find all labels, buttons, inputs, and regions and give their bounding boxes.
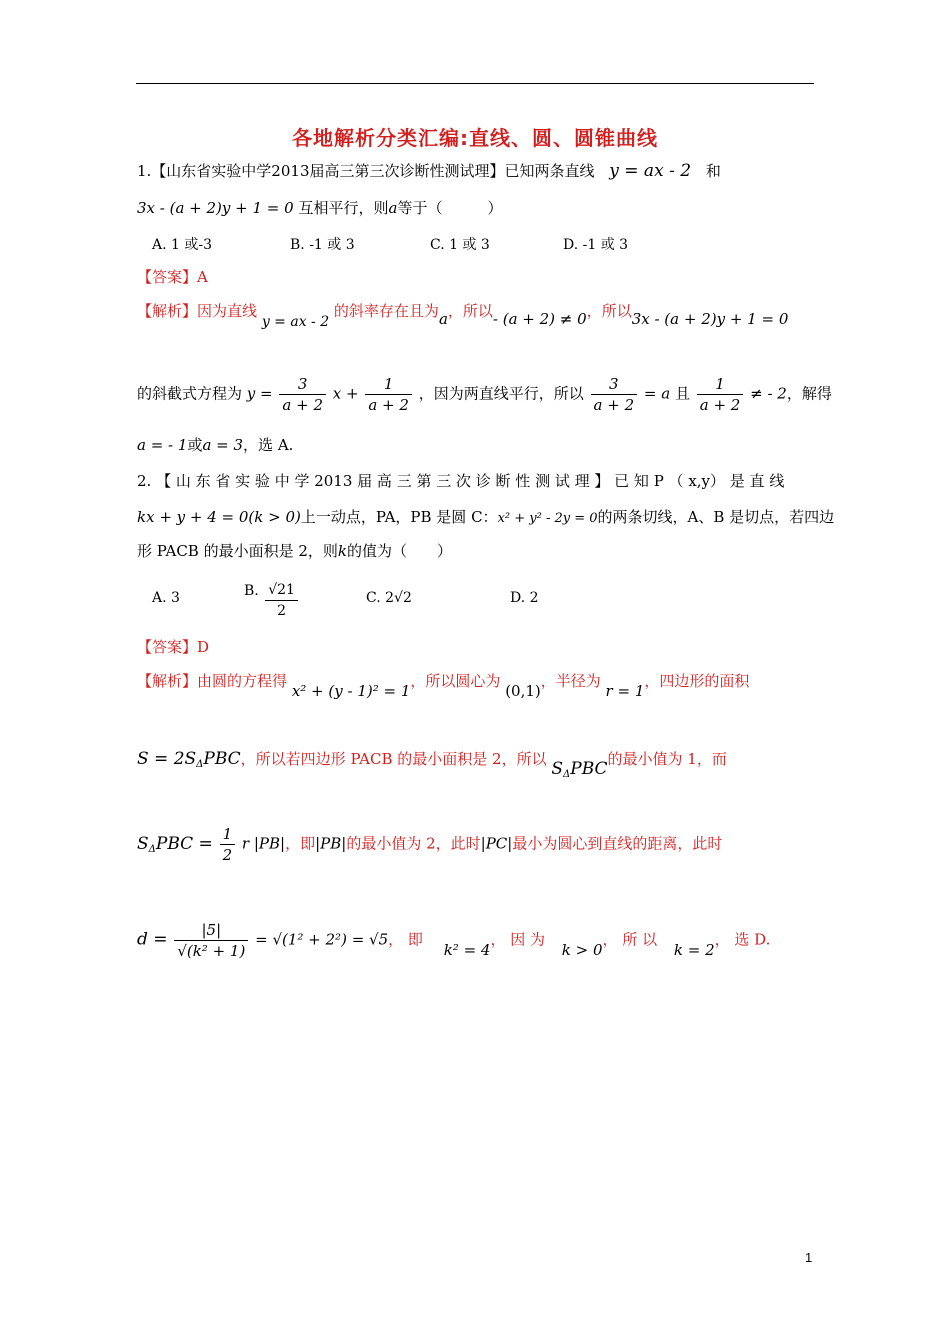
q1-line2-equation: 3x - (a + 2)y + 1 = 0 — [137, 199, 294, 217]
q2-triangle-sub: Δ — [563, 769, 571, 780]
q1-analysis-text-3: ，所以 — [447, 302, 493, 320]
q1-answer: 【答案】A — [137, 268, 208, 286]
q2-analysis-text-13: ， 选 D. — [714, 930, 771, 949]
page-title: 各地解析分类汇编:直线、圆、圆锥曲线 — [292, 126, 658, 150]
q1-analysis-a: a — [438, 310, 448, 328]
q1-fraction-4 — [697, 374, 744, 415]
q1-fraction-2 — [365, 374, 412, 415]
q2-pb: |PB| — [315, 834, 347, 853]
q1-option-a: A. 1 或-3 — [152, 237, 213, 253]
q1-option-b: B. -1 或 3 — [290, 237, 355, 253]
q2-option-b — [244, 580, 300, 621]
q2-analysis-text-11: ， 因 为 — [490, 930, 546, 949]
q2-option-d: D. 2 — [510, 590, 539, 606]
q2-analysis-text-10: ， 即 — [388, 930, 423, 949]
q1-line1-equation: y = ax - 2 — [609, 161, 692, 181]
q1-fraction-2-num: 1 — [383, 375, 394, 393]
q1-analysis-line1 — [137, 300, 789, 330]
page-number: 1 — [805, 1250, 813, 1265]
q1-fraction-3-den: a + 2 — [591, 394, 638, 415]
q2-variable-k: k — [337, 542, 347, 560]
q2-pc: |PC| — [480, 834, 513, 853]
q1-stem-line1 — [137, 160, 721, 182]
q2-r-pb: r |PB| — [241, 834, 286, 853]
q2-area-s: S = 2S — [137, 749, 197, 769]
q2-analysis-line4 — [137, 920, 770, 961]
q1-question-end: 等于（ ） — [397, 199, 503, 217]
q1-y-equals: y = — [246, 384, 273, 403]
q2-half-num: 1 — [222, 825, 233, 843]
q2-stem-line2 — [137, 506, 834, 530]
q2-triangle-formula — [137, 834, 213, 854]
q2-k-squared: k² = 4 — [443, 940, 491, 959]
q2-triangle-pbc: PBC — [570, 759, 608, 779]
q2-analysis-text-7: ，即 — [285, 834, 316, 853]
q2-distance-value: = √(1² + 2²) = √5 — [255, 930, 389, 949]
q2-analysis-text-3: ，半径为 — [540, 672, 601, 690]
q2-distance-fraction — [174, 920, 248, 961]
q2-radius: r = 1 — [605, 682, 645, 700]
q2-k-positive: k > 0 — [561, 940, 603, 959]
q2-analysis-text-12: ， 所 以 — [602, 930, 658, 949]
q1-option-c: C. 1 或 3 — [430, 237, 490, 253]
q2-tangent-text: 的两条切线，A、B 是切点，若四边 — [597, 508, 835, 526]
q2-triangle-area — [551, 759, 607, 779]
q2-triangle-s: S — [551, 759, 564, 779]
q1-condition-text: 互相平行，则 — [298, 199, 389, 217]
q2-half-fraction — [220, 824, 236, 865]
q1-solve-text: ，解得 — [786, 384, 832, 403]
q2-analysis-text-4: ，四边形的面积 — [644, 672, 750, 690]
q1-fraction-1-den: a + 2 — [279, 394, 326, 415]
q1-stem-line2 — [137, 197, 502, 219]
q1-or: 或 — [187, 436, 203, 454]
q1-variable-a: a — [388, 199, 398, 217]
q1-analysis-eq1: y = ax - 2 — [261, 314, 330, 330]
q1-fraction-3 — [591, 374, 638, 415]
q1-analysis-condition: - (a + 2) ≠ 0 — [492, 310, 587, 328]
q1-fraction-3-num: 3 — [609, 375, 619, 393]
q1-slope-intercept-text: 的斜截式方程为 — [137, 384, 243, 403]
q1-analysis-eq2: 3x - (a + 2)y + 1 = 0 — [631, 310, 789, 328]
q1-solution-1: a = - 1 — [137, 436, 188, 454]
q2-distance-den: √(k² + 1) — [174, 940, 248, 961]
q2-area-pbc: PBC — [203, 749, 241, 769]
q2-stem-line1: 2. 【 山 东 省 实 验 中 学 2013 届 高 三 第 三 次 诊 断 性 测 试 理 】 已 知 P （ x,y） 是 直 线 — [137, 472, 785, 490]
q2-option-a: A. 3 — [152, 590, 180, 606]
q2-analysis-text-1: 由圆的方程得 — [197, 672, 288, 690]
q2-stem-line3 — [137, 540, 452, 562]
q1-solution-2: a = 3 — [202, 436, 244, 454]
q1-source: 1.【山东省实验中学2013届高三第三次诊断性测试理】已知两条直线 — [137, 162, 595, 180]
q2-tri-sub: Δ — [148, 843, 156, 855]
q1-fraction-1 — [279, 374, 326, 415]
q1-analysis-line2 — [137, 374, 832, 415]
q2-circle-equation: x² + y² - 2y = 0 — [497, 511, 598, 526]
q1-analysis-line3 — [137, 434, 293, 456]
q2-option-b-label: B. — [244, 582, 259, 599]
q1-choose-a: ，选 A. — [243, 436, 294, 454]
q2-distance-d: d = — [137, 929, 168, 950]
q2-distance-num: |5| — [201, 921, 222, 939]
header-rule — [136, 83, 814, 84]
q1-and: 和 — [705, 162, 721, 180]
q2-analysis-text-9: 最小为圆心到直线的距离，此时 — [512, 834, 723, 853]
q2-half-den: 2 — [220, 844, 236, 865]
q1-and-text: 且 — [674, 384, 690, 403]
q2-circle-standard: x² + (y - 1)² = 1 — [291, 682, 411, 700]
q1-fraction-4-den: a + 2 — [697, 394, 744, 415]
q2-min-area-text: 形 PACB 的最小面积是 2，则 — [137, 542, 338, 560]
q2-analysis-line2 — [137, 748, 727, 780]
q1-x-plus: x + — [332, 384, 359, 403]
q2-tri-s: S — [137, 833, 149, 854]
q2-analysis-text-8: 的最小值为 2，此时 — [346, 834, 481, 853]
q2-option-c-value: 2√2 — [385, 590, 412, 606]
q2-option-b-den: 2 — [265, 600, 298, 621]
q2-option-b-num: √21 — [268, 582, 295, 598]
q1-fraction-4-num: 1 — [715, 375, 725, 393]
q2-answer: 【答案】D — [137, 638, 210, 656]
q1-analysis-label: 【解析】 — [137, 302, 198, 320]
q2-tri-pbc: PBC = — [155, 833, 213, 854]
q1-fraction-2-den: a + 2 — [365, 394, 412, 415]
q1-analysis-text-2: 的斜率存在且为 — [333, 302, 439, 320]
q2-k-value: k = 2 — [673, 940, 715, 959]
q1-equals-a: = a — [643, 384, 671, 403]
q1-fraction-1-num: 3 — [297, 375, 308, 393]
q1-analysis-text-1: 因为直线 — [197, 302, 258, 320]
q2-circle-center: (0,1) — [505, 682, 541, 700]
q1-parallel-text: ，因为两直线平行，所以 — [418, 384, 584, 403]
q2-analysis-label: 【解析】 — [137, 672, 198, 690]
q2-analysis-line1 — [137, 670, 750, 700]
q2-area-formula — [137, 749, 241, 769]
q2-option-c-label: C. — [366, 590, 381, 606]
q2-moving-point-text: 上一动点，PA，PB 是圆 C： — [300, 508, 498, 526]
q2-analysis-line3 — [137, 824, 722, 865]
q2-option-b-fraction — [265, 580, 298, 621]
q1-not-equal: ≠ - 2 — [750, 384, 787, 403]
q2-option-c — [366, 590, 412, 606]
q2-question-end: 的值为（ ） — [347, 542, 453, 560]
q2-analysis-text-6: 的最小值为 1，而 — [607, 750, 727, 768]
q2-analysis-text-5: ，所以若四边形 PACB 的最小面积是 2，所以 — [240, 750, 547, 768]
q2-line-equation: kx + y + 4 = 0(k > 0) — [137, 508, 301, 526]
q2-analysis-text-2: ，所以圆心为 — [410, 672, 501, 690]
q2-area-sub: Δ — [196, 759, 204, 770]
q1-analysis-text-4: ，所以 — [586, 302, 632, 320]
q1-option-d: D. -1 或 3 — [563, 237, 629, 253]
